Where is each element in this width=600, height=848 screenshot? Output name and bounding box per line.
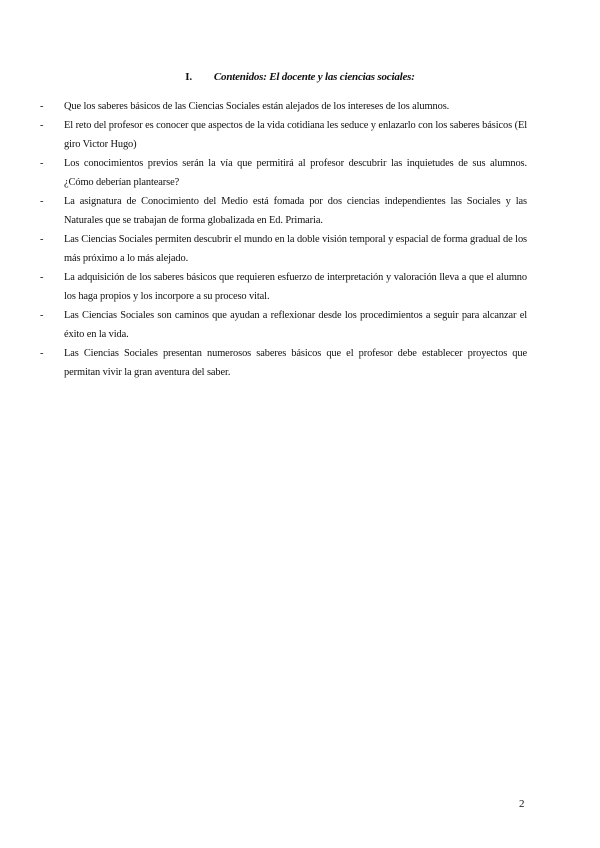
bullet-list [40,97,527,382]
list-item [40,230,527,268]
section-heading [0,71,600,83]
section-number: I. [185,71,192,83]
list-item [40,344,527,382]
bullet-dash: - [40,196,44,207]
list-item-text: Las Ciencias Sociales presentan numerosos saberes básicos que el profesor debe establecer proyectos que permitan vivir la gran aventura del saber. [64,348,527,378]
section-title: Contenidos: El docente y las ciencias sociales: [213,71,415,83]
list-item-text: La asignatura de Conocimiento del Medio está fomada por dos ciencias independientes las Sociales y las Naturales que se trabajan de forma globalizada en Ed. Primaria. [64,196,527,226]
bullet-dash: - [40,234,44,245]
bullet-dash: - [40,158,44,169]
list-item [40,154,527,192]
list-item [40,97,527,116]
bullet-dash: - [40,348,44,359]
list-item-text: Las Ciencias Sociales permiten descubrir el mundo en la doble visión temporal y espacial de forma gradual de los más próximo a lo más alejado. [64,234,527,264]
list-item-text: Que los saberes básicos de las Ciencias Sociales están alejados de los intereses de los alumnos. [64,101,450,112]
list-item [40,306,527,344]
bullet-dash: - [40,310,44,321]
bullet-dash: - [40,272,44,283]
list-item-text: Las Ciencias Sociales son caminos que ayudan a reflexionar desde los procedimientos a seguir para alcanzar el éxito en la vida. [64,310,527,340]
list-item [40,268,527,306]
bullet-dash: - [40,101,44,112]
list-item-text: La adquisición de los saberes básicos que requieren esfuerzo de interpretación y valoración lleva a que el alumno los haga propios y los incorpore a su proceso vital. [64,272,527,302]
list-item [40,116,527,154]
bullet-dash: - [40,120,44,131]
list-item-text: Los conocimientos previos serán la vía que permitirá al profesor descubrir las inquietudes de sus alumnos. ¿Cómo deberían plantearse? [64,158,527,188]
page-number: 2 [519,798,525,810]
list-item-text: El reto del profesor es conocer que aspectos de la vida cotidiana les seduce y enlazarlo con los saberes básicos (El giro Victor Hugo) [64,120,527,150]
list-item [40,192,527,230]
